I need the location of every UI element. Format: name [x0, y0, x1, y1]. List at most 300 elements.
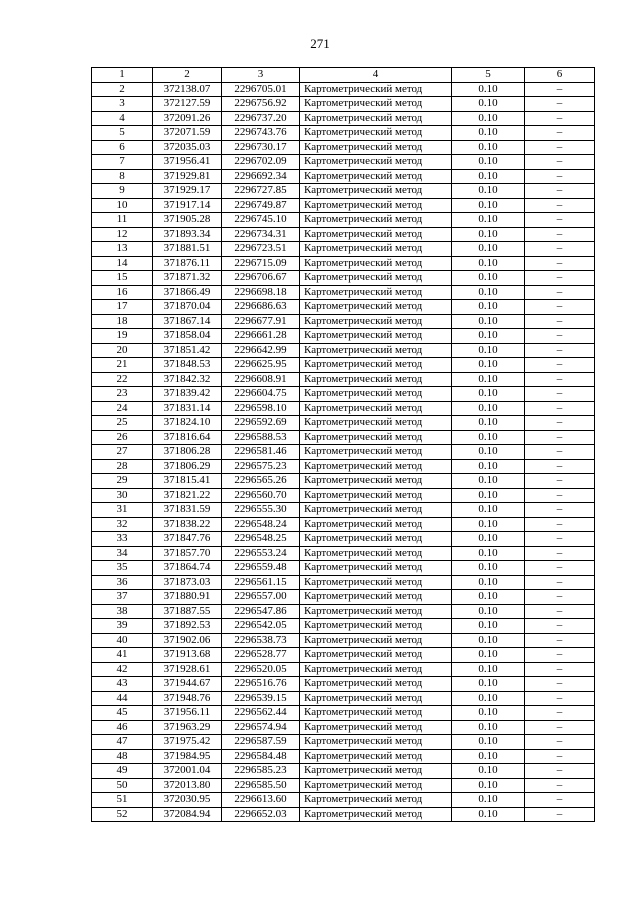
point-number-cell: 44 [92, 691, 153, 706]
point-number-cell: 20 [92, 343, 153, 358]
accuracy-cell: 0.10 [452, 126, 525, 141]
coordinates-table [91, 67, 595, 822]
y-coordinate-cell: 2296581.46 [222, 445, 300, 460]
table-row [92, 227, 595, 242]
note-cell: – [525, 575, 595, 590]
point-number-cell: 6 [92, 140, 153, 155]
x-coordinate-cell: 371902.06 [153, 633, 222, 648]
note-cell: – [525, 720, 595, 735]
point-number-cell: 43 [92, 677, 153, 692]
point-number-cell: 50 [92, 778, 153, 793]
table-row [92, 517, 595, 532]
note-cell: – [525, 227, 595, 242]
accuracy-cell: 0.10 [452, 793, 525, 808]
y-coordinate-cell: 2296642.99 [222, 343, 300, 358]
note-cell: – [525, 474, 595, 489]
table-row [92, 358, 595, 373]
header-cell-2: 2 [153, 68, 222, 83]
table-row [92, 430, 595, 445]
y-coordinate-cell: 2296706.67 [222, 271, 300, 286]
point-number-cell: 34 [92, 546, 153, 561]
accuracy-cell: 0.10 [452, 314, 525, 329]
y-coordinate-cell: 2296587.59 [222, 735, 300, 750]
table-row [92, 561, 595, 576]
note-cell: – [525, 343, 595, 358]
x-coordinate-cell: 371948.76 [153, 691, 222, 706]
y-coordinate-cell: 2296575.23 [222, 459, 300, 474]
accuracy-cell: 0.10 [452, 749, 525, 764]
note-cell: – [525, 242, 595, 257]
method-cell: Картометрический метод [300, 271, 452, 286]
accuracy-cell: 0.10 [452, 300, 525, 315]
accuracy-cell: 0.10 [452, 633, 525, 648]
x-coordinate-cell: 371913.68 [153, 648, 222, 663]
x-coordinate-cell: 371816.64 [153, 430, 222, 445]
note-cell: – [525, 503, 595, 518]
x-coordinate-cell: 372001.04 [153, 764, 222, 779]
point-number-cell: 33 [92, 532, 153, 547]
y-coordinate-cell: 2296592.69 [222, 416, 300, 431]
x-coordinate-cell: 371881.51 [153, 242, 222, 257]
y-coordinate-cell: 2296585.50 [222, 778, 300, 793]
x-coordinate-cell: 371873.03 [153, 575, 222, 590]
x-coordinate-cell: 372071.59 [153, 126, 222, 141]
method-cell: Картометрический метод [300, 633, 452, 648]
accuracy-cell: 0.10 [452, 416, 525, 431]
point-number-cell: 51 [92, 793, 153, 808]
table-row [92, 372, 595, 387]
table-row [92, 749, 595, 764]
y-coordinate-cell: 2296686.63 [222, 300, 300, 315]
note-cell: – [525, 372, 595, 387]
point-number-cell: 25 [92, 416, 153, 431]
note-cell: – [525, 793, 595, 808]
accuracy-cell: 0.10 [452, 764, 525, 779]
accuracy-cell: 0.10 [452, 184, 525, 199]
method-cell: Картометрический метод [300, 300, 452, 315]
y-coordinate-cell: 2296727.85 [222, 184, 300, 199]
note-cell: – [525, 532, 595, 547]
table-row [92, 691, 595, 706]
point-number-cell: 26 [92, 430, 153, 445]
y-coordinate-cell: 2296702.09 [222, 155, 300, 170]
accuracy-cell: 0.10 [452, 807, 525, 822]
point-number-cell: 18 [92, 314, 153, 329]
y-coordinate-cell: 2296730.17 [222, 140, 300, 155]
x-coordinate-cell: 371815.41 [153, 474, 222, 489]
table-row [92, 735, 595, 750]
note-cell: – [525, 662, 595, 677]
table-row [92, 256, 595, 271]
x-coordinate-cell: 371867.14 [153, 314, 222, 329]
y-coordinate-cell: 2296548.24 [222, 517, 300, 532]
table-row [92, 590, 595, 605]
y-coordinate-cell: 2296565.26 [222, 474, 300, 489]
y-coordinate-cell: 2296574.94 [222, 720, 300, 735]
method-cell: Картометрический метод [300, 749, 452, 764]
x-coordinate-cell: 371847.76 [153, 532, 222, 547]
accuracy-cell: 0.10 [452, 706, 525, 721]
x-coordinate-cell: 371838.22 [153, 517, 222, 532]
x-coordinate-cell: 371831.59 [153, 503, 222, 518]
method-cell: Картометрический метод [300, 503, 452, 518]
method-cell: Картометрический метод [300, 227, 452, 242]
x-coordinate-cell: 372091.26 [153, 111, 222, 126]
accuracy-cell: 0.10 [452, 198, 525, 213]
method-cell: Картометрический метод [300, 358, 452, 373]
method-cell: Картометрический метод [300, 256, 452, 271]
point-number-cell: 16 [92, 285, 153, 300]
note-cell: – [525, 488, 595, 503]
point-number-cell: 49 [92, 764, 153, 779]
note-cell: – [525, 82, 595, 97]
point-number-cell: 31 [92, 503, 153, 518]
accuracy-cell: 0.10 [452, 97, 525, 112]
table-row [92, 648, 595, 663]
table-row [92, 706, 595, 721]
accuracy-cell: 0.10 [452, 590, 525, 605]
point-number-cell: 39 [92, 619, 153, 634]
table-row [92, 82, 595, 97]
note-cell: – [525, 430, 595, 445]
note-cell: – [525, 358, 595, 373]
x-coordinate-cell: 371944.67 [153, 677, 222, 692]
method-cell: Картометрический метод [300, 169, 452, 184]
x-coordinate-cell: 371848.53 [153, 358, 222, 373]
note-cell: – [525, 97, 595, 112]
table-row [92, 416, 595, 431]
point-number-cell: 35 [92, 561, 153, 576]
accuracy-cell: 0.10 [452, 546, 525, 561]
accuracy-cell: 0.10 [452, 271, 525, 286]
method-cell: Картометрический метод [300, 517, 452, 532]
x-coordinate-cell: 371858.04 [153, 329, 222, 344]
method-cell: Картометрический метод [300, 720, 452, 735]
method-cell: Картометрический метод [300, 793, 452, 808]
accuracy-cell: 0.10 [452, 619, 525, 634]
accuracy-cell: 0.10 [452, 256, 525, 271]
note-cell: – [525, 300, 595, 315]
point-number-cell: 17 [92, 300, 153, 315]
y-coordinate-cell: 2296723.51 [222, 242, 300, 257]
note-cell: – [525, 416, 595, 431]
point-number-cell: 40 [92, 633, 153, 648]
header-cell-5: 5 [452, 68, 525, 83]
x-coordinate-cell: 372013.80 [153, 778, 222, 793]
x-coordinate-cell: 371870.04 [153, 300, 222, 315]
note-cell: – [525, 648, 595, 663]
y-coordinate-cell: 2296698.18 [222, 285, 300, 300]
x-coordinate-cell: 371887.55 [153, 604, 222, 619]
x-coordinate-cell: 371917.14 [153, 198, 222, 213]
header-cell-4: 4 [300, 68, 452, 83]
point-number-cell: 38 [92, 604, 153, 619]
accuracy-cell: 0.10 [452, 140, 525, 155]
method-cell: Картометрический метод [300, 242, 452, 257]
point-number-cell: 29 [92, 474, 153, 489]
y-coordinate-cell: 2296743.76 [222, 126, 300, 141]
accuracy-cell: 0.10 [452, 242, 525, 257]
y-coordinate-cell: 2296598.10 [222, 401, 300, 416]
y-coordinate-cell: 2296516.76 [222, 677, 300, 692]
page-number: 271 [310, 36, 330, 51]
method-cell: Картометрический метод [300, 474, 452, 489]
table-row [92, 764, 595, 779]
x-coordinate-cell: 371821.22 [153, 488, 222, 503]
x-coordinate-cell: 371864.74 [153, 561, 222, 576]
method-cell: Картометрический метод [300, 662, 452, 677]
x-coordinate-cell: 371928.61 [153, 662, 222, 677]
y-coordinate-cell: 2296715.09 [222, 256, 300, 271]
point-number-cell: 7 [92, 155, 153, 170]
table-row [92, 445, 595, 460]
table-body [92, 82, 595, 822]
y-coordinate-cell: 2296562.44 [222, 706, 300, 721]
accuracy-cell: 0.10 [452, 778, 525, 793]
table-row [92, 474, 595, 489]
point-number-cell: 42 [92, 662, 153, 677]
x-coordinate-cell: 371806.29 [153, 459, 222, 474]
table-row [92, 662, 595, 677]
method-cell: Картометрический метод [300, 198, 452, 213]
accuracy-cell: 0.10 [452, 575, 525, 590]
note-cell: – [525, 517, 595, 532]
x-coordinate-cell: 371893.34 [153, 227, 222, 242]
note-cell: – [525, 314, 595, 329]
table-row [92, 807, 595, 822]
note-cell: – [525, 619, 595, 634]
method-cell: Картометрический метод [300, 561, 452, 576]
note-cell: – [525, 256, 595, 271]
x-coordinate-cell: 371876.11 [153, 256, 222, 271]
note-cell: – [525, 590, 595, 605]
x-coordinate-cell: 371866.49 [153, 285, 222, 300]
method-cell: Картометрический метод [300, 706, 452, 721]
note-cell: – [525, 807, 595, 822]
method-cell: Картометрический метод [300, 546, 452, 561]
table-row [92, 213, 595, 228]
table-row [92, 619, 595, 634]
y-coordinate-cell: 2296604.75 [222, 387, 300, 402]
y-coordinate-cell: 2296528.77 [222, 648, 300, 663]
y-coordinate-cell: 2296559.48 [222, 561, 300, 576]
table-row [92, 387, 595, 402]
point-number-cell: 21 [92, 358, 153, 373]
table-row [92, 242, 595, 257]
method-cell: Картометрический метод [300, 604, 452, 619]
accuracy-cell: 0.10 [452, 561, 525, 576]
method-cell: Картометрический метод [300, 372, 452, 387]
accuracy-cell: 0.10 [452, 648, 525, 663]
accuracy-cell: 0.10 [452, 401, 525, 416]
table-row [92, 488, 595, 503]
point-number-cell: 4 [92, 111, 153, 126]
x-coordinate-cell: 371806.28 [153, 445, 222, 460]
note-cell: – [525, 778, 595, 793]
method-cell: Картометрический метод [300, 619, 452, 634]
point-number-cell: 47 [92, 735, 153, 750]
y-coordinate-cell: 2296737.20 [222, 111, 300, 126]
accuracy-cell: 0.10 [452, 720, 525, 735]
accuracy-cell: 0.10 [452, 155, 525, 170]
accuracy-cell: 0.10 [452, 662, 525, 677]
point-number-cell: 46 [92, 720, 153, 735]
accuracy-cell: 0.10 [452, 459, 525, 474]
y-coordinate-cell: 2296608.91 [222, 372, 300, 387]
method-cell: Картометрический метод [300, 155, 452, 170]
method-cell: Картометрический метод [300, 778, 452, 793]
accuracy-cell: 0.10 [452, 213, 525, 228]
note-cell: – [525, 633, 595, 648]
table-row [92, 778, 595, 793]
note-cell: – [525, 155, 595, 170]
y-coordinate-cell: 2296584.48 [222, 749, 300, 764]
y-coordinate-cell: 2296539.15 [222, 691, 300, 706]
point-number-cell: 15 [92, 271, 153, 286]
x-coordinate-cell: 371984.95 [153, 749, 222, 764]
header-cell-6: 6 [525, 68, 595, 83]
method-cell: Картометрический метод [300, 401, 452, 416]
accuracy-cell: 0.10 [452, 343, 525, 358]
method-cell: Картометрический метод [300, 285, 452, 300]
y-coordinate-cell: 2296560.70 [222, 488, 300, 503]
y-coordinate-cell: 2296749.87 [222, 198, 300, 213]
note-cell: – [525, 111, 595, 126]
x-coordinate-cell: 372084.94 [153, 807, 222, 822]
method-cell: Картометрический метод [300, 590, 452, 605]
table-row [92, 140, 595, 155]
x-coordinate-cell: 372035.03 [153, 140, 222, 155]
note-cell: – [525, 401, 595, 416]
method-cell: Картометрический метод [300, 329, 452, 344]
y-coordinate-cell: 2296542.05 [222, 619, 300, 634]
note-cell: – [525, 198, 595, 213]
table-row [92, 111, 595, 126]
y-coordinate-cell: 2296557.00 [222, 590, 300, 605]
point-number-cell: 37 [92, 590, 153, 605]
table-row [92, 459, 595, 474]
table-row [92, 169, 595, 184]
note-cell: – [525, 271, 595, 286]
point-number-cell: 30 [92, 488, 153, 503]
accuracy-cell: 0.10 [452, 285, 525, 300]
note-cell: – [525, 445, 595, 460]
accuracy-cell: 0.10 [452, 488, 525, 503]
note-cell: – [525, 561, 595, 576]
y-coordinate-cell: 2296661.28 [222, 329, 300, 344]
table-row [92, 633, 595, 648]
accuracy-cell: 0.10 [452, 604, 525, 619]
y-coordinate-cell: 2296756.92 [222, 97, 300, 112]
point-number-cell: 5 [92, 126, 153, 141]
point-number-cell: 13 [92, 242, 153, 257]
x-coordinate-cell: 371851.42 [153, 343, 222, 358]
point-number-cell: 10 [92, 198, 153, 213]
note-cell: – [525, 735, 595, 750]
note-cell: – [525, 329, 595, 344]
method-cell: Картометрический метод [300, 314, 452, 329]
method-cell: Картометрический метод [300, 764, 452, 779]
point-number-cell: 27 [92, 445, 153, 460]
table-header [92, 68, 595, 83]
table-row [92, 300, 595, 315]
note-cell: – [525, 691, 595, 706]
table-row [92, 604, 595, 619]
point-number-cell: 48 [92, 749, 153, 764]
table-row [92, 720, 595, 735]
accuracy-cell: 0.10 [452, 445, 525, 460]
method-cell: Картометрический метод [300, 677, 452, 692]
x-coordinate-cell: 372138.07 [153, 82, 222, 97]
method-cell: Картометрический метод [300, 387, 452, 402]
y-coordinate-cell: 2296538.73 [222, 633, 300, 648]
note-cell: – [525, 169, 595, 184]
point-number-cell: 41 [92, 648, 153, 663]
point-number-cell: 22 [92, 372, 153, 387]
accuracy-cell: 0.10 [452, 169, 525, 184]
point-number-cell: 3 [92, 97, 153, 112]
x-coordinate-cell: 372030.95 [153, 793, 222, 808]
method-cell: Картометрический метод [300, 97, 452, 112]
note-cell: – [525, 677, 595, 692]
accuracy-cell: 0.10 [452, 372, 525, 387]
y-coordinate-cell: 2296677.91 [222, 314, 300, 329]
x-coordinate-cell: 371880.91 [153, 590, 222, 605]
point-number-cell: 24 [92, 401, 153, 416]
y-coordinate-cell: 2296555.30 [222, 503, 300, 518]
table-row [92, 532, 595, 547]
method-cell: Картометрический метод [300, 445, 452, 460]
y-coordinate-cell: 2296585.23 [222, 764, 300, 779]
y-coordinate-cell: 2296652.03 [222, 807, 300, 822]
note-cell: – [525, 546, 595, 561]
accuracy-cell: 0.10 [452, 517, 525, 532]
accuracy-cell: 0.10 [452, 430, 525, 445]
point-number-cell: 32 [92, 517, 153, 532]
accuracy-cell: 0.10 [452, 474, 525, 489]
y-coordinate-cell: 2296548.25 [222, 532, 300, 547]
accuracy-cell: 0.10 [452, 735, 525, 750]
header-cell-3: 3 [222, 68, 300, 83]
header-cell-1: 1 [92, 68, 153, 83]
method-cell: Картометрический метод [300, 575, 452, 590]
table-row [92, 343, 595, 358]
x-coordinate-cell: 371929.17 [153, 184, 222, 199]
accuracy-cell: 0.10 [452, 329, 525, 344]
x-coordinate-cell: 371831.14 [153, 401, 222, 416]
accuracy-cell: 0.10 [452, 691, 525, 706]
method-cell: Картометрический метод [300, 111, 452, 126]
accuracy-cell: 0.10 [452, 677, 525, 692]
table-row [92, 329, 595, 344]
note-cell: – [525, 459, 595, 474]
method-cell: Картометрический метод [300, 82, 452, 97]
y-coordinate-cell: 2296520.05 [222, 662, 300, 677]
y-coordinate-cell: 2296588.53 [222, 430, 300, 445]
x-coordinate-cell: 371975.42 [153, 735, 222, 750]
y-coordinate-cell: 2296547.86 [222, 604, 300, 619]
method-cell: Картометрический метод [300, 807, 452, 822]
table-row [92, 314, 595, 329]
method-cell: Картометрический метод [300, 343, 452, 358]
method-cell: Картометрический метод [300, 691, 452, 706]
note-cell: – [525, 764, 595, 779]
table-row [92, 198, 595, 213]
note-cell: – [525, 184, 595, 199]
table-row [92, 271, 595, 286]
method-cell: Картометрический метод [300, 648, 452, 663]
y-coordinate-cell: 2296705.01 [222, 82, 300, 97]
